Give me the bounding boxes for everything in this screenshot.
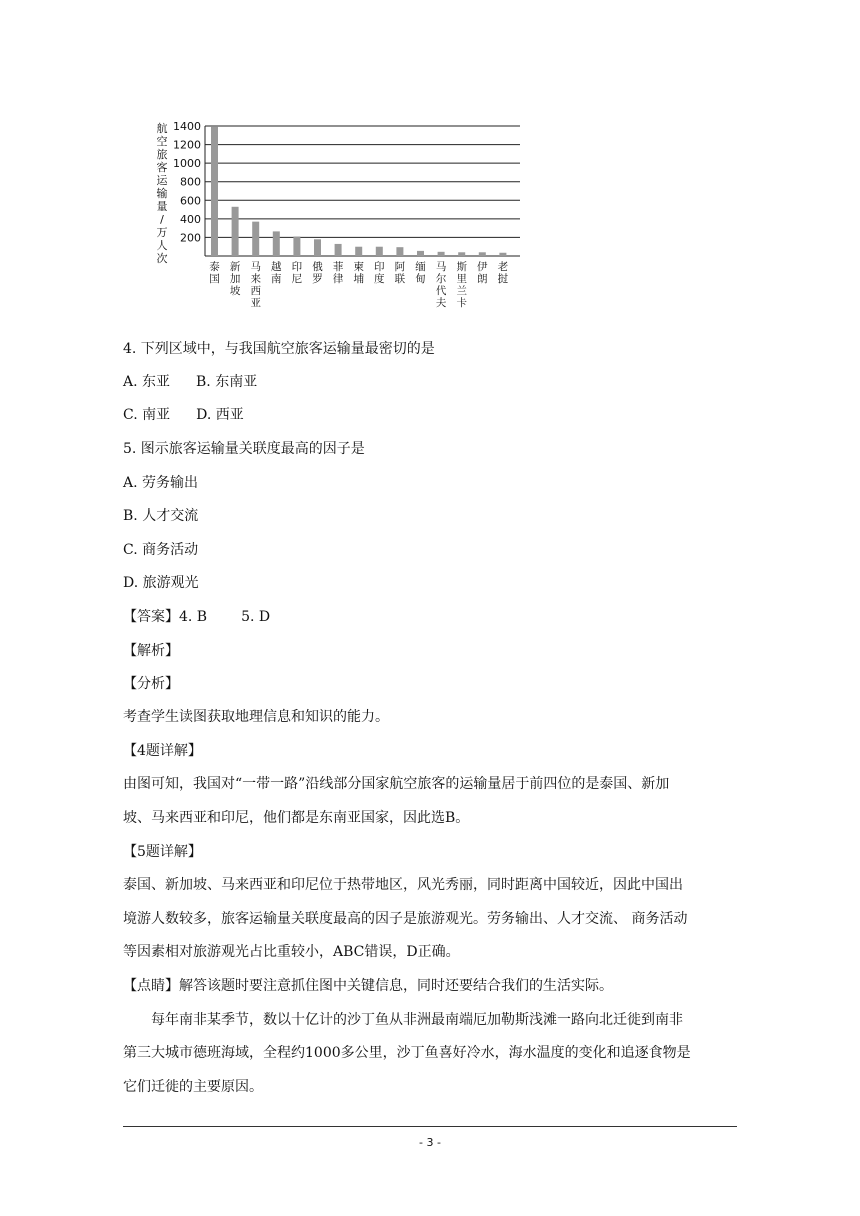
y-tick-label: 600 (180, 194, 201, 208)
x-category-label-char: 夫 (435, 297, 447, 309)
x-category-label-char: 度 (374, 273, 385, 285)
bar-3 (252, 222, 259, 256)
x-category-label-char: 泰 (209, 261, 220, 273)
q4-detail-heading: 【4题详解】 (123, 743, 202, 759)
bar-14 (479, 252, 486, 256)
q4-option-d: D. 西亚 (196, 407, 244, 423)
bar-11 (417, 251, 424, 256)
bar-13 (458, 252, 465, 256)
x-category-label-char: 菲 (332, 261, 344, 273)
x-category-label-char: 印 (374, 261, 385, 273)
y-tick-label: 1400 (173, 120, 201, 133)
x-category-label-char: 朗 (477, 273, 488, 285)
x-category-label-char: 尔 (435, 273, 447, 285)
q4-option-b: B. 东南亚 (196, 374, 258, 390)
q5-stem: 5. 图示旅客运输量关联度最高的因子是 (123, 441, 365, 457)
x-category-label-char: 伊 (477, 261, 488, 273)
x-category-label-char: 越 (271, 261, 282, 273)
q5-detail-line3: 等因素相对旅游观光占比重较小，ABC错误，D正确。 (123, 944, 460, 960)
q5-detail-line1: 泰国、新加坡、马来西亚和印尼位于热带地区，风光秀丽，同时距离中国较近，因此中国出 (123, 877, 683, 893)
bar-8 (355, 247, 362, 256)
x-category-label-char: 缅 (415, 261, 426, 273)
passage-line3: 它们迁徙的主要原因。 (123, 1079, 263, 1095)
x-category-label-char: 挝 (497, 273, 509, 285)
x-category-label-char: 新 (229, 261, 241, 273)
x-category-label-char: 斯 (456, 261, 467, 273)
air-passenger-bar-chart (150, 114, 530, 314)
y-axis-label-char: 人 (156, 239, 168, 252)
y-tick-label: 1000 (173, 157, 201, 171)
q4-option-c: C. 南亚 (123, 407, 171, 423)
y-axis-label-char: 次 (156, 252, 168, 265)
y-tick-label: 1200 (173, 138, 201, 152)
y-axis-label-char: 旅 (156, 148, 168, 161)
x-category-label-char: 柬 (353, 261, 364, 273)
x-category-label-char: 尼 (291, 273, 303, 285)
footer-rule (123, 1126, 737, 1127)
q5-option-b: B. 人才交流 (123, 508, 199, 524)
dianjing-label: 【点睛】 (123, 978, 179, 994)
y-axis-label-char: 输 (156, 187, 168, 200)
x-category-label-char: 里 (456, 273, 467, 285)
x-category-label-char: 甸 (415, 273, 426, 285)
bar-9 (376, 247, 383, 256)
q5-detail-heading: 【5题详解】 (123, 844, 202, 860)
page-number: - 3 - (419, 1136, 441, 1149)
answer-q4: 4. B (179, 609, 208, 625)
fenxi-heading: 【分析】 (123, 676, 179, 692)
bar-7 (335, 244, 342, 256)
passage-line2: 第三大城市德班海域，全程约1000多公里，沙丁鱼喜好冷水，海水温度的变化和追逐食物是 (123, 1045, 691, 1061)
passage-line1: 每年南非某季节，数以十亿计的沙丁鱼从非洲最南端厄加勒斯浅滩一路向北迁徙到南非 (151, 1012, 683, 1028)
x-category-label-char: 西 (250, 285, 261, 297)
x-category-label-char: 俄 (312, 261, 323, 273)
x-category-label-char: 卡 (456, 297, 467, 309)
x-category-label-char: 代 (435, 285, 447, 297)
y-tick-label: 800 (180, 175, 201, 189)
x-category-label-char: 坡 (229, 285, 241, 297)
q4-option-a: A. 东亚 (123, 374, 171, 390)
y-tick-label: 400 (180, 212, 201, 226)
y-axis-label-char: 航 (156, 122, 168, 135)
answer-q5: 5. D (241, 609, 271, 625)
q5-option-a: A. 劳务输出 (123, 475, 199, 491)
y-axis-label-char: 客 (156, 161, 168, 174)
x-category-label-char: 老 (497, 261, 509, 273)
y-axis-label-char: 量 (156, 200, 168, 213)
fenxi-text: 考查学生读图获取地理信息和知识的能力。 (123, 709, 389, 725)
bar-15 (499, 253, 506, 256)
bar-1 (211, 127, 218, 256)
x-category-label-char: 埔 (353, 273, 364, 285)
x-category-label-char: 阿 (394, 261, 406, 273)
x-category-label-char: 马 (250, 261, 261, 273)
y-axis-label-char: / (160, 213, 164, 226)
answer-label: 【答案】 (123, 609, 179, 625)
q5-option-d: D. 旅游观光 (123, 575, 199, 591)
x-category-label-char: 罗 (312, 273, 323, 285)
q4-detail-line2: 坡、马来西亚和印尼，他们都是东南亚国家，因此选B。 (123, 810, 470, 826)
y-axis-label-char: 空 (156, 135, 168, 148)
bar-2 (232, 207, 239, 256)
y-tick-label: 200 (180, 231, 201, 245)
bar-4 (273, 231, 280, 256)
x-category-label-char: 印 (291, 261, 303, 273)
bar-5 (293, 237, 300, 257)
q4-detail-line1: 由图可知，我国对“一带一路”沿线部分国家航空旅客的运输量居于前四位的是泰国、新加 (123, 776, 670, 792)
q5-detail-line2: 境游人数较多，旅客运输量关联度最高的因子是旅游观光。劳务输出、人才交流、 商务活动 (123, 911, 688, 927)
jiexi-heading: 【解析】 (123, 643, 179, 659)
x-category-label-char: 兰 (456, 285, 467, 297)
y-axis-label-char: 运 (156, 174, 168, 187)
dianjing-text: 解答该题时要注意抓住图中关键信息，同时还要结合我们的生活实际。 (179, 978, 613, 994)
bar-6 (314, 239, 321, 256)
bar-10 (396, 247, 403, 256)
dianjing-line (123, 976, 743, 996)
x-category-label-char: 律 (332, 273, 344, 285)
x-category-label-char: 亚 (250, 297, 261, 309)
bar-12 (438, 252, 445, 256)
q4-options-row2 (123, 405, 743, 425)
x-category-label-char: 马 (435, 261, 447, 273)
x-category-label-char: 来 (250, 273, 261, 285)
x-category-label-char: 南 (271, 273, 282, 285)
y-axis-label-char: 万 (156, 226, 168, 239)
x-category-label-char: 联 (394, 273, 406, 285)
q5-option-c: C. 商务活动 (123, 542, 199, 558)
x-category-label-char: 加 (229, 273, 241, 285)
answer-line (123, 607, 743, 627)
q4-options-row1 (123, 372, 743, 392)
x-category-label-char: 国 (209, 273, 220, 285)
q4-stem: 4. 下列区域中，与我国航空旅客运输量最密切的是 (123, 341, 435, 357)
